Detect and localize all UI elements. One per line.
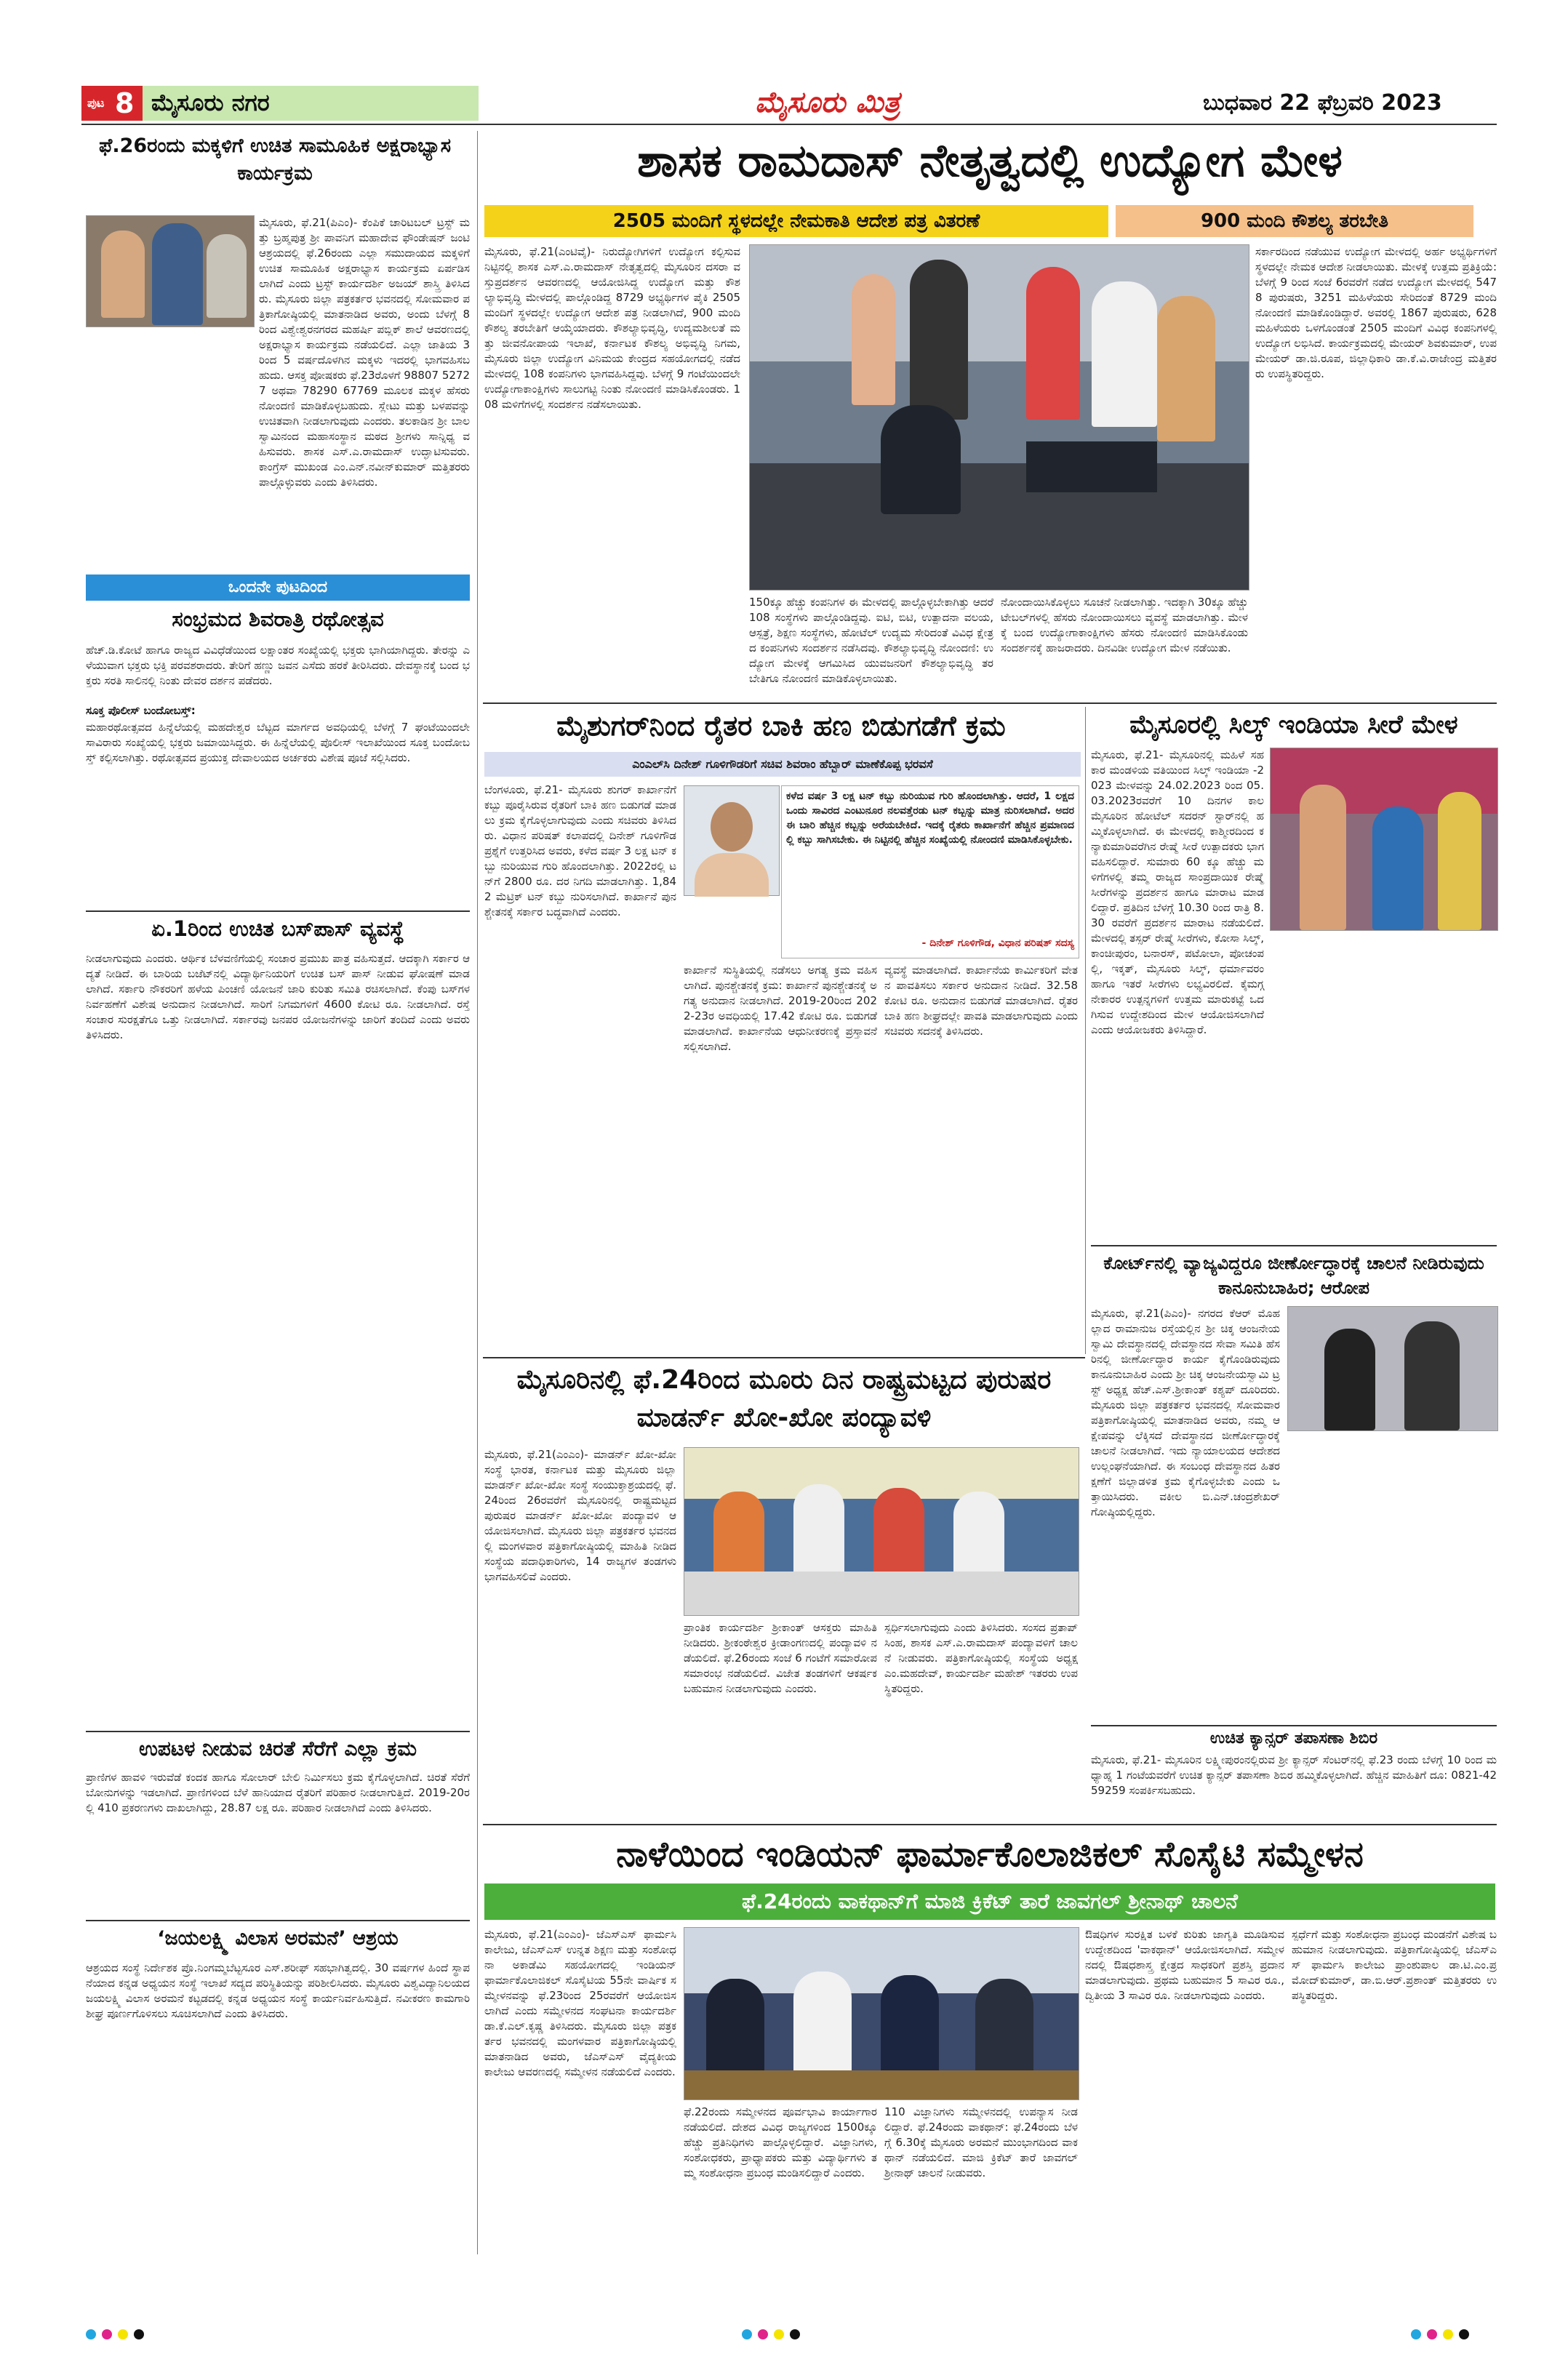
left4-body: ಪ್ರಾಣಿಗಳ ಹಾವಳಿ ಇರುವೆಡೆ ಕಂದಕ ಹಾಗೂ ಸೋಲಾರ್ ಬೇಲಿ ನಿರ್ಮಿಸಲು ಕ್ರಮ ಕೈಗೊಳ್ಳಲಾಗಿದೆ. ಚಿರತೆ ಸೆರೆಗೆ ಬೋನುಗಳನ್ನು ಇಡಲಾಗಿದೆ. ಪ್ರಾಣಿಗಳಿಂದ ಬೆಳೆ ಹಾನಿಯಾದ ರೈತರಿಗೆ ಪರಿಹಾರ ನೀಡಲಾಗುತ್ತಿದೆ. 2019-20ರಲ್ಲಿ 410 ಪ್ರಕರಣಗಳು ದಾಖಲಾಗಿದ್ದು, 28.87 ಲಕ್ಷ ರೂ. ಪರಿಹಾರ ನೀಡಲಾಗಿದೆ ಎಂದು ತಿಳಿಸಿದರು. <box>86 1771 470 1814</box>
left5-headline: ‘ಜಯಲಕ್ಷ್ಮಿ ವಿಲಾಸ ಅರಮನೆ’ ಆಶ್ರಯ <box>157 1927 399 1950</box>
left3-headline: ಏ.1ರಿಂದ ಉಚಿತ ಬಸ್‌ಪಾಸ್ ವ್ಯವಸ್ಥೆ <box>151 916 404 941</box>
pharma-col2: ಫೆ.22ರಂದು ಸಮ್ಮೇಳನದ ಪೂರ್ವಭಾವಿ ಕಾರ್ಯಾಗಾರ ನಡೆಯಲಿದೆ. ದೇಶದ ವಿವಿಧ ರಾಜ್ಯಗಳಿಂದ 1500ಕ್ಕೂ ಹೆಚ್ಚು ಪ್ರತಿನಿಧಿಗಳು ಪಾಲ್ಗೊಳ್ಳಲಿದ್ದಾರೆ. ವಿಜ್ಞಾನಿಗಳು, ಸಂಶೋಧಕರು, ಪ್ರಾಧ್ಯಾಪಕರು ಮತ್ತು ವಿದ್ಯಾರ್ಥಿಗಳು ತಮ್ಮ ಸಂಶೋಧನಾ ಪ್ರಬಂಧ ಮಂಡಿಸಲಿದ್ದಾರೆ ಎಂದರು. <box>684 2105 877 2179</box>
farmers-headline: ಮೈಶುಗರ್‌ನಿಂದ ರೈತರ ಬಾಕಿ ಹಣ ಬಿಡುಗಡೆಗೆ ಕ್ರಮ <box>556 710 1006 742</box>
silk-headline: ಮೈಸೂರಲ್ಲಿ ಸಿಲ್ಕ್ ಇಂಡಿಯಾ ಸೀರೆ ಮೇಳ <box>1129 710 1458 740</box>
left2-kicker: ಒಂದನೇ ಪುಟದಿಂದ <box>86 575 470 601</box>
left4-headline: ಉಪಟಳ ನೀಡುವ ಚಿರತೆ ಸೆರೆಗೆ ಎಲ್ಲಾ ಕ್ರಮ <box>139 1737 417 1761</box>
left4-rule <box>86 1731 470 1732</box>
left2-body: ಹೆಚ್.ಡಿ.ಕೋಟೆ ಹಾಗೂ ರಾಜ್ಯದ ವಿವಿಧೆಡೆಯಿಂದ ಲಕ್ಷಾಂತರ ಸಂಖ್ಯೆಯಲ್ಲಿ ಭಕ್ತರು ಭಾಗಿಯಾಗಿದ್ದರು. ತೇರನ್ನು ಎಳೆಯುವಾಗ ಭಕ್ತರು ಭಕ್ತಿ ಪರವಶರಾದರು. ತೇರಿಗೆ ಹಣ್ಣು ಜವನ ಎಸೆದು ಹರಕೆ ತೀರಿಸಿದರು. ದೇವಸ್ಥಾನಕ್ಕೆ ಬಂದ ಭಕ್ತರು ಸರತಿ ಸಾಲಿನಲ್ಲಿ ನಿಂತು ದೇವರ ದರ್ಶನ ಪಡೆದರು. <box>86 644 470 687</box>
pharma-col3: 110 ವಿಜ್ಞಾನಿಗಳು ಸಮ್ಮೇಳನದಲ್ಲಿ ಉಪನ್ಯಾಸ ನೀಡಲಿದ್ದಾರೆ. ಫೆ.24ರಂದು ವಾಕಥಾನ್: ಫೆ.24ರಂದು ಬೆಳಗ್ಗೆ 6.30ಕ್ಕೆ ಮೈಸೂರು ಅರಮನೆ ಮುಂಭಾಗದಿಂದ ವಾಕಥಾನ್ ನಡೆಯಲಿದೆ. ಮಾಜಿ ಕ್ರಿಕೆಟ್ ತಾರೆ ಜಾವಗಲ್ ಶ್ರೀನಾಥ್ ಚಾಲನೆ ನೀಡುವರು. <box>884 2105 1078 2179</box>
pharma-col1: ಮೈಸೂರು, ಫೆ.21(ಎಂಎಂ)- ಜೆಎಸ್‌ಎಸ್ ಫಾರ್ಮಸಿ ಕಾಲೇಜು, ಜೆಎಸ್‌ಎಸ್ ಉನ್ನತ ಶಿಕ್ಷಣ ಮತ್ತು ಸಂಶೋಧನಾ ಅಕಾಡೆಮಿ ಸಹಯೋಗದಲ್ಲಿ ಇಂಡಿಯನ್ ಫಾರ್ಮಾಕೊಲಾಜಿಕಲ್ ಸೊಸೈಟಿಯ 55ನೇ ವಾರ್ಷಿಕ ಸಮ್ಮೇಳನವನ್ನು ಫೆ.23ರಿಂದ 25ರವರೆಗೆ ಆಯೋಜಿಸಲಾಗಿದೆ ಎಂದು ಸಮ್ಮೇಳನದ ಸಂಘಟನಾ ಕಾರ್ಯದರ್ಶಿ ಡಾ.ಕೆ.ಎಲ್.ಕೃಷ್ಣ ತಿಳಿಸಿದರು. ಮೈಸೂರು ಜಿಲ್ಲಾ ಪತ್ರಕರ್ತರ ಭವನದಲ್ಲಿ ಮಂಗಳವಾರ ಪತ್ರಿಕಾಗೋಷ್ಠಿಯಲ್ಲಿ ಮಾತನಾಡಿದ ಅವರು, ಜೆಎಸ್‌ಎಸ್ ವೈದ್ಯಕೀಯ ಕಾಲೇಜು ಆವರಣದಲ್ಲಿ ಸಮ್ಮೇಳನ ನಡೆಯಲಿದೆ ಎಂದರು. <box>484 1928 676 2078</box>
farmers-col2: ಕಾರ್ಖಾನೆ ಸುಸ್ಥಿತಿಯಲ್ಲಿ ನಡೆಸಲು ಅಗತ್ಯ ಕ್ರಮ ವಹಿಸಲಾಗಿದೆ. ಪುನಶ್ಚೇತನಕ್ಕೆ ಕ್ರಮ: ಕಾರ್ಖಾನೆ ಪುನಶ್ಚೇತನಕ್ಕೆ ಅಗತ್ಯ ಅನುದಾನ ನೀಡಲಾಗಿದೆ. 2019-20ರಿಂದ 2022-23ರ ಅವಧಿಯಲ್ಲಿ 17.42 ಕೋಟಿ ರೂ. ಬಿಡುಗಡೆ ಮಾಡಲಾಗಿದೆ. ಕಾರ್ಖಾನೆಯ ಆಧುನೀಕರಣಕ್ಕೆ ಪ್ರಸ್ತಾವನೆ ಸಲ್ಲಿಸಲಾಗಿದೆ. <box>684 964 877 1053</box>
farmers-col3: ವ್ಯವಸ್ಥೆ ಮಾಡಲಾಗಿದೆ. ಕಾರ್ಖಾನೆಯ ಕಾರ್ಮಿಕರಿಗೆ ವೇತನ ಪಾವತಿಸಲು ಸರ್ಕಾರ ಅನುದಾನ ನೀಡಿದೆ. 32.58 ಕೋಟಿ ರೂ. ಅನುದಾನ ಬಿಡುಗಡೆ ಮಾಡಲಾಗಿದೆ. ರೈತರ ಬಾಕಿ ಹಣ ಶೀಘ್ರದಲ್ಲೇ ಪಾವತಿ ಮಾಡಲಾಗುವುದು ಎಂದು ಸಚಿವರು ಸದನಕ್ಕೆ ತಿಳಿಸಿದರು. <box>884 964 1078 1038</box>
pharma-col5: ಸ್ಪರ್ಧೆಗೆ ಮತ್ತು ಸಂಶೋಧನಾ ಪ್ರಬಂಧ ಮಂಡನೆಗೆ ವಿಶೇಷ ಬಹುಮಾನ ನೀಡಲಾಗುವುದು. ಪತ್ರಿಕಾಗೋಷ್ಠಿಯಲ್ಲಿ ಜೆಎಸ್‌ಎಸ್ ಫಾರ್ಮಸಿ ಕಾಲೇಜು ಪ್ರಾಂಶುಪಾಲ ಡಾ.ಟಿ.ಎಂ.ಪ್ರಮೋದ್‌ಕುಮಾರ್, ಡಾ.ಬಿ.ಆರ್.ಪ್ರಶಾಂತ್ ಮತ್ತಿತರರು ಉಪಸ್ಥಿತರಿದ್ದರು. <box>1292 1928 1497 2002</box>
left1-body-cont <box>86 329 470 569</box>
issue-date: ಬುಧವಾರ 22 ಫೆಬ್ರವರಿ 2023 <box>1203 90 1442 116</box>
left1-body: ಮೈಸೂರು, ಫೆ.21(ಪಿಎಂ)- ಕೆಂಪಿಕೆ ಚಾರಿಟಬಲ್ ಟ್ರಸ್ಟ್ ಮತ್ತು ಬ್ರಹ್ಮಪುತ್ರ ಶ್ರೀ ಪಾವನಿಗ ಮಹಾದೇವ ಫೌಂಡೇಷನ್ ಜಂಟಿ ಆಶ್ರಯದಲ್ಲಿ ಫೆ.26ರಂದು ಎಲ್ಲಾ ಸಮುದಾಯದ ಮಕ್ಕಳಿಗೆ ಉಚಿತ ಸಾಮೂಹಿಕ ಅಕ್ಷರಾಭ್ಯಾಸ ಕಾರ್ಯಕ್ರಮ ಏರ್ಪಡಿಸಲಾಗಿದೆ ಎಂದು ಟ್ರಸ್ಟ್ ಕಾರ್ಯದರ್ಶಿ ಅಜಯ್ ಶಾಸ್ತ್ರಿ ತಿಳಿಸಿದರು. ಮೈಸೂರು ಜಿಲ್ಲಾ ಪತ್ರಕರ್ತರ ಭವನದಲ್ಲಿ ಸೋಮವಾರ ಪತ್ರಿಕಾಗೋಷ್ಠಿಯಲ್ಲಿ ಮಾತನಾಡಿದ ಅವರು, ಅಂದು ಬೆಳಗ್ಗೆ 8ರಿಂದ ವಿಶ್ವೇಶ್ವರನಗರದ ಮಹರ್ಷಿ ಪಬ್ಲಿಕ್ ಶಾಲೆ ಆವರಣದಲ್ಲಿ ಅಕ್ಷರಾಭ್ಯಾಸ ಕಾರ್ಯಕ್ರಮ ನಡೆಯಲಿದೆ. ಎಲ್ಲಾ ಜಾತಿಯ 3ರಿಂದ 5 ವರ್ಷದೊಳಗಿನ ಮಕ್ಕಳು ಇದರಲ್ಲಿ ಭಾಗವಹಿಸಬಹುದು. ಆಸಕ್ತ ಪೋಷಕರು ಫೆ.23ರೊಳಗೆ 98807 52727 ಅಥವಾ 78290 67769 ಮೂಲಕ ಮಕ್ಕಳ ಹೆಸರು ನೋಂದಣಿ ಮಾಡಿಕೊಳ್ಳಬಹುದು. ಸ್ಲೇಟು ಮತ್ತು ಬಳಪವನ್ನು ಉಚಿತವಾಗಿ ನೀಡಲಾಗುವುದು ಎಂದರು. ತಲಕಾಡಿನ ಶ್ರೀ ಬಾಲಸ್ವಾಮಿನಂದ ಮಹಾಸಂಸ್ಥಾನ ಮಠದ ಶ್ರೀಗಳು ಸಾನ್ನಿಧ್ಯ ವಹಿಸುವರು. ಶಾಸಕ ಎಸ್.ಎ.ರಾಮದಾಸ್ ಉದ್ಘಾಟಿಸುವರು. ಕಾಂಗ್ರೆಸ್ ಮುಖಂಡ ಎಂ.ಎನ್.ನವೀನ್‌ಕುಮಾರ್ ಮತ್ತಿತರರು ಪಾಲ್ಗೊಳ್ಳುವರು ಎಂದು ತಿಳಿಸಿದರು. <box>259 216 470 489</box>
cancer-headline: ಉಚಿತ ಕ್ಯಾನ್ಸರ್ ತಪಾಸಣಾ ಶಿಬಿರ <box>1209 1729 1378 1748</box>
farmers-quote: ಕಳೆದ ವರ್ಷ 3 ಲಕ್ಷ ಟನ್ ಕಬ್ಬು ನುರಿಯುವ ಗುರಿ ಹೊಂದಲಾಗಿತ್ತು. ಆದರೆ, 1 ಲಕ್ಷದ ಒಂದು ಸಾವಿರದ ಎಂಟುನೂರ ನಲವತ್ತೆರಡು ಟನ್ ಕಬ್ಬನ್ನು ಮಾತ್ರ ನುರಿಸಲಾಗಿದೆ. ಅದರ ಈ ಬಾರಿ ಹೆಚ್ಚಿನ ಕಬ್ಬನ್ನು ಅರೆಯಬೇಕಿದೆ. ಇದಕ್ಕೆ ರೈತರು ಕಾರ್ಖಾನೆಗೆ ಹೆಚ್ಚಿನ ಪ್ರಮಾಣದಲ್ಲಿ ಕಬ್ಬು ಸಾಗಿಸಬೇಕು. ಈ ನಿಟ್ಟಿನಲ್ಲಿ ಹೆಚ್ಚಿನ ಸಂಖ್ಯೆಯಲ್ಲಿ ನೋಂದಣಿ ಮಾಡಿಸಿಕೊಳ್ಳಬೇಕು. <box>786 790 1074 846</box>
farmers-portrait <box>684 785 780 896</box>
page-number-box <box>81 86 143 121</box>
lead-col4: ಸರ್ಕಾರದಿಂದ ನಡೆಯುವ ಉದ್ಯೋಗ ಮೇಳದಲ್ಲಿ ಅರ್ಹ ಅಭ್ಯರ್ಥಿಗಳಿಗೆ ಸ್ಥಳದಲ್ಲೇ ನೇಮಕ ಆದೇಶ ನೀಡಲಾಯಿತು. ಮೇಳಕ್ಕೆ ಉತ್ತಮ ಪ್ರತಿಕ್ರಿಯೆ: ಬೆಳಗ್ಗೆ 9 ರಿಂದ ಸಂಜೆ 6ರವರೆಗೆ ನಡೆದ ಉದ್ಯೋಗ ಮೇಳದಲ್ಲಿ 5478 ಪುರುಷರು, 3251 ಮಹಿಳೆಯರು ಸೇರಿದಂತೆ 8729 ಮಂದಿ ನೋಂದಣಿ ಮಾಡಿಕೊಂಡಿದ್ದಾರೆ. ಅವರಲ್ಲಿ 1867 ಪುರುಷರು, 628 ಮಹಿಳೆಯರು ಒಳಗೊಂಡಂತೆ 2505 ಮಂದಿಗೆ ವಿವಿಧ ಕಂಪನಿಗಳಲ್ಲಿ ಉದ್ಯೋಗ ಲಭಿಸಿದೆ. ಕಾರ್ಯಕ್ರಮದಲ್ಲಿ ಮೇಯರ್ ಶಿವಕುಮಾರ್, ಉಪಮೇಯರ್ ಡಾ.ಜಿ.ರೂಪ, ಜಿಲ್ಲಾಧಿಕಾರಿ ಡಾ.ಕೆ.ವಿ.ರಾಜೇಂದ್ರ ಮತ್ತಿತರರು ಉಪಸ್ಥಿತರಿದ್ದರು. <box>1255 245 1497 380</box>
left3-rule <box>86 910 470 912</box>
pharma-headline: ನಾಳೆಯಿಂದ ಇಂಡಿಯನ್ ಫಾರ್ಮಾಕೊಲಾಜಿಕಲ್ ಸೊಸೈಟಿ ಸಮ್ಮೇಳನ <box>616 1834 1364 1875</box>
court-photo <box>1287 1306 1498 1431</box>
kho-top-rule <box>483 1357 1085 1358</box>
lead-col1: ಮೈಸೂರು, ಫೆ.21(ಎಂಟಿವೈ)- ನಿರುದ್ಯೋಗಿಗಳಿಗೆ ಉದ್ಯೋಗ ಕಲ್ಪಿಸುವ ನಿಟ್ಟಿನಲ್ಲಿ ಶಾಸಕ ಎಸ್.ಎ.ರಾಮದಾಸ್ ನೇತೃತ್ವದಲ್ಲಿ ಮೈಸೂರಿನ ದಸರಾ ವಸ್ತುಪ್ರದರ್ಶನ ಆವರಣದಲ್ಲಿ ಆಯೋಜಿಸಿದ್ದ ಉದ್ಯೋಗ ಮತ್ತು ಕೌಶಲ್ಯಾಭಿವೃದ್ಧಿ ಮೇಳದಲ್ಲಿ ಪಾಲ್ಗೊಂಡಿದ್ದ 8729 ಅಭ್ಯರ್ಥಿಗಳ ಪೈಕಿ 2505 ಮಂದಿಗೆ ಸ್ಥಳದಲ್ಲೇ ಉದ್ಯೋಗ ಆದೇಶ ಪತ್ರ ನೀಡಲಾಗಿದೆ, 900 ಮಂದಿ ಕೌಶಲ್ಯ ತರಬೇತಿಗೆ ಆಯ್ಕೆಯಾದರು. ಕೌಶಲ್ಯಾಭಿವೃದ್ಧಿ, ಉದ್ಯಮಶೀಲತೆ ಮತ್ತು ಜೀವನೋಪಾಯ ಇಲಾಖೆ, ಕರ್ನಾಟಕ ಕೌಶಲ್ಯ ಅಭಿವೃದ್ಧಿ ನಿಗಮ, ಮೈಸೂರು ಜಿಲ್ಲಾ ಉದ್ಯೋಗ ವಿನಿಮಯ ಕೇಂದ್ರದ ಸಹಯೋಗದಲ್ಲಿ ನಡೆದ ಮೇಳದಲ್ಲಿ 108 ಕಂಪನಿಗಳು ಭಾಗವಹಿಸಿದ್ದವು. ಬೆಳಗ್ಗೆ 9 ಗಂಟೆಯಿಂದಲೇ ಉದ್ಯೋಗಾಕಾಂಕ್ಷಿಗಳು ಸಾಲುಗಟ್ಟಿ ನಿಂತು ನೋಂದಣಿ ಮಾಡಿಸಿಕೊಂಡರು. 108 ಮಳಿಗೆಗಳಲ್ಲಿ ಸಂದರ್ಶನ ನಡೆಸಲಾಯಿತು. <box>484 245 740 411</box>
lead-headline: ಶಾಸಕ ರಾಮದಾಸ್ ನೇತೃತ್ವದಲ್ಲಿ ಉದ್ಯೋಗ ಮೇಳ <box>637 134 1343 187</box>
kho-photo <box>684 1447 1079 1616</box>
lead-bottom-rule <box>483 702 1497 704</box>
left2-subhead: ಸೂಕ್ತ ಪೊಲೀಸ್ ಬಂದೋಬಸ್ತ್: <box>86 704 196 717</box>
court-body-cont <box>1287 1437 1497 1721</box>
kho-col1: ಮೈಸೂರು, ಫೆ.21(ಎಂಎಂ)- ಮಾಡರ್ನ್ ಖೋ-ಖೋ ಸಂಸ್ಥೆ ಭಾರತ, ಕರ್ನಾಟಕ ಮತ್ತು ಮೈಸೂರು ಜಿಲ್ಲಾ ಮಾಡರ್ನ್ ಖೋ-ಖೋ ಸಂಸ್ಥೆ ಸಂಯುಕ್ತಾಶ್ರಯದಲ್ಲಿ ಫೆ.24ರಿಂದ 26ರವರೆಗೆ ಮೈಸೂರಿನಲ್ಲಿ ರಾಷ್ಟ್ರಮಟ್ಟದ ಪುರುಷರ ಮಾಡರ್ನ್ ಖೋ-ಖೋ ಪಂದ್ಯಾವಳಿ ಆಯೋಜಿಸಲಾಗಿದೆ. ಮೈಸೂರು ಜಿಲ್ಲಾ ಪತ್ರಕರ್ತರ ಭವನದಲ್ಲಿ ಮಂಗಳವಾರ ಪತ್ರಿಕಾಗೋಷ್ಠಿಯಲ್ಲಿ ಮಾಹಿತಿ ನೀಡಿದ ಸಂಸ್ಥೆಯ ಪದಾಧಿಕಾರಿಗಳು, 14 ರಾಜ್ಯಗಳ ತಂಡಗಳು ಭಾಗವಹಿಸಲಿವೆ ಎಂದರು. <box>484 1448 676 1583</box>
lead-subhead-2: 900 ಮಂದಿ ಕೌಶಲ್ಯ ತರಬೇತಿ <box>1116 205 1473 237</box>
silk-body: ಮೈಸೂರು, ಫೆ.21- ಮೈಸೂರಿನಲ್ಲಿ ಮಹಿಳೆ ಸಹಕಾರ ಮಂಡಳಿಯ ವತಿಯಿಂದ ಸಿಲ್ಕ್ ಇಂಡಿಯಾ -2023 ಮೇಳವನ್ನು 24.02.2023 ರಿಂದ 05.03.2023ರವರೆಗೆ 10 ದಿನಗಳ ಕಾಲ ಮೈಸೂರಿನ ಹೋಟೆಲ್ ಸದರನ್ ಸ್ಟಾರ್‌ನಲ್ಲಿ ಹಮ್ಮಿಕೊಳ್ಳಲಾಗಿದೆ. ಈ ಮೇಳದಲ್ಲಿ ಕಾಶ್ಮೀರದಿಂದ ಕನ್ಯಾಕುಮಾರಿವರೆಗಿನ ರೇಷ್ಮೆ ಸೀರೆ ಉತ್ಪಾದಕರು ಭಾಗವಹಿಸಲಿದ್ದಾರೆ. ಸುಮಾರು 60 ಕ್ಕೂ ಹೆಚ್ಚು ಮಳಿಗೆಗಳಲ್ಲಿ ತಮ್ಮ ರಾಜ್ಯದ ಸಾಂಪ್ರದಾಯಿಕ ರೇಷ್ಮೆ ಸೀರೆಗಳನ್ನು ಪ್ರದರ್ಶನ ಹಾಗೂ ಮಾರಾಟ ಮಾಡಲಿದ್ದಾರೆ. ಪ್ರತಿದಿನ ಬೆಳಗ್ಗೆ 10.30 ರಿಂದ ರಾತ್ರಿ 8.30 ರವರೆಗೆ ಪ್ರದರ್ಶನ ಮಾರಾಟ ನಡೆಯಲಿದೆ. ಮೇಳದಲ್ಲಿ ತಸ್ಸರ್ ರೇಷ್ಮೆ ಸೀರೆಗಳು, ಕೋಸಾ ಸಿಲ್ಕ್, ಕಾಂಚೀಪುರಂ, ಬನಾರಸ್, ಪಟೋಲಾ, ಪೋಚಂಪಲ್ಲಿ, ಇಕ್ಕತ್, ಮೈಸೂರು ಸಿಲ್ಕ್, ಧರ್ಮಾವರಂ ಹಾಗೂ ಇತರೆ ಸೀರೆಗಳು ಲಭ್ಯವಿರಲಿದೆ. ಕೈಮಗ್ಗ ನೇಕಾರರ ಉತ್ಪನ್ನಗಳಿಗೆ ಉತ್ತಮ ಮಾರುಕಟ್ಟೆ ಒದಗಿಸುವ ಉದ್ದೇಶದಿಂದ ಮೇಳ ಆಯೋಜಿಸಲಾಗಿದೆ ಎಂದು ಆಯೋಜಕರು ತಿಳಿಸಿದ್ದಾರೆ. <box>1091 748 1264 1036</box>
pharma-top-rule <box>483 1824 1497 1825</box>
silk-body-full <box>1091 935 1497 1241</box>
paper-name: ಮೈಸೂರು ಮಿತ್ರ <box>755 86 900 119</box>
left5-rule <box>86 1920 470 1921</box>
pharma-subhead: ಫೆ.24ರಂದು ವಾಕಥಾನ್‌ಗೆ ಮಾಜಿ ಕ್ರಿಕೆಟ್ ತಾರೆ ಜಾವಗಲ್ ಶ್ರೀನಾಥ್ ಚಾಲನೆ <box>484 1883 1495 1920</box>
cancer-body: ಮೈಸೂರು, ಫೆ.21- ಮೈಸೂರಿನ ಲಕ್ಷ್ಮೀಪುರಂನಲ್ಲಿರುವ ಶ್ರೀ ಕ್ಯಾನ್ಸರ್ ಸೆಂಟರ್‌ನಲ್ಲಿ ಫೆ.23 ರಂದು ಬೆಳಗ್ಗೆ 10 ರಿಂದ ಮಧ್ಯಾಹ್ನ 1 ಗಂಟೆಯವರೆಗೆ ಉಚಿತ ಕ್ಯಾನ್ಸರ್ ತಪಾಸಣಾ ಶಿಬಿರ ಹಮ್ಮಿಕೊಳ್ಳಲಾಗಿದೆ. ಹೆಚ್ಚಿನ ಮಾಹಿತಿಗೆ ದೂ: 0821-4259259 ಸಂಪರ್ಕಿಸಬಹುದು. <box>1091 1753 1497 1797</box>
cancer-top-rule <box>1091 1725 1497 1726</box>
kho-col3: ಸ್ಪರ್ಧಿಸಲಾಗುವುದು ಎಂದು ತಿಳಿಸಿದರು. ಸಂಸದ ಪ್ರತಾಪ್ ಸಿಂಹ, ಶಾಸಕ ಎಸ್.ಎ.ರಾಮದಾಸ್ ಪಂದ್ಯಾವಳಿಗೆ ಚಾಲನೆ ನೀಡುವರು. ಪತ್ರಿಕಾಗೋಷ್ಠಿಯಲ್ಲಿ ಸಂಸ್ಥೆಯ ಅಧ್ಯಕ್ಷ ಎಂ.ಮಹದೇವ್, ಕಾರ್ಯದರ್ಶಿ ಮಹೇಶ್ ಇತರರು ಉಪಸ್ಥಿತರಿದ್ದರು. <box>884 1621 1078 1695</box>
court-headline: ಕೋರ್ಟ್‌ನಲ್ಲಿ ವ್ಯಾಜ್ಯವಿದ್ದರೂ ಜೀರ್ಣೋದ್ಧಾರಕ್ಕೆ ಚಾಲನೆ ನೀಡಿರುವುದು ಕಾನೂನುಬಾಹಿರ; ಆರೋಪ <box>1103 1253 1484 1298</box>
registration-marks-right <box>1411 2329 1469 2342</box>
left5-body: ಆಶ್ರಯದ ಸಂಸ್ಥೆ ನಿರ್ದೇಶಕ ಪ್ರೊ.ನಿಂಗಮ್ಮಬೆಟ್ಟಸೂರ ಎಸ್.ಶರೀಫ್ ಸಹಭಾಗಿತ್ವದಲ್ಲಿ. 30 ವರ್ಷಗಳ ಹಿಂದೆ ಸ್ಥಾಪನೆಯಾದ ಕನ್ನಡ ಅಧ್ಯಯನ ಸಂಸ್ಥೆ ಇಲಾಖೆ ಸದ್ಯದ ಪರಿಸ್ಥಿತಿಯನ್ನು ಪರಿಶೀಲಿಸಿದರು. ಮೈಸೂರು ವಿಶ್ವವಿದ್ಯಾನಿಲಯದ ಜಯಲಕ್ಷ್ಮಿ ವಿಲಾಸ ಅರಮನೆ ಕಟ್ಟಡದಲ್ಲಿ ಕನ್ನಡ ಅಧ್ಯಯನ ಸಂಸ್ಥೆ ಕಾರ್ಯನಿರ್ವಹಿಸುತ್ತಿದೆ. ನವೀಕರಣ ಕಾಮಗಾರಿ ಶೀಘ್ರ ಪೂರ್ಣಗೊಳಿಸಲು ಸೂಚಿಸಲಾಗಿದೆ ಎಂದು ತಿಳಿಸಿದರು. <box>86 1961 470 2020</box>
farmers-quote-attribution: - ದಿನೇಶ್ ಗೂಳಿಗೌಡ, ವಿಧಾನ ಪರಿಷತ್ ಸದಸ್ಯ <box>921 937 1074 949</box>
pharma-photo <box>684 1927 1079 2100</box>
page-label: ಪುಟ <box>87 96 105 110</box>
left1-headline: ಫೆ.26ರಂದು ಮಕ್ಕಳಿಗೆ ಉಚಿತ ಸಾಮೂಹಿಕ ಅಕ್ಷರಾಭ್ಯಾಸ ಕಾರ್ಯಕ್ರಮ <box>98 135 452 185</box>
kho-headline: ಮೈಸೂರಿನಲ್ಲಿ ಫೆ.24ರಿಂದ ಮೂರು ದಿನ ರಾಷ್ಟ್ರಮಟ್ಟದ ಪುರುಷರ ಮಾಡರ್ನ್ ಖೋ-ಖೋ ಪಂದ್ಯಾವಳಿ <box>516 1365 1052 1433</box>
masthead-rule <box>81 124 1497 125</box>
lead-col2: 150ಕ್ಕೂ ಹೆಚ್ಚು ಕಂಪನಿಗಳ ಈ ಮೇಳದಲ್ಲಿ ಪಾಲ್ಗೊಳ್ಳಬೇಕಾಗಿತ್ತು ಆದರೆ 108 ಸಂಸ್ಥೆಗಳು ಪಾಲ್ಗೊಂಡಿದ್ದವು. ಐಟಿ, ಬಿಟಿ, ಉತ್ಪಾದನಾ ವಲಯ, ಆಸ್ಪತ್ರೆ, ಶಿಕ್ಷಣ ಸಂಸ್ಥೆಗಳು, ಹೋಟೆಲ್ ಉದ್ಯಮ ಸೇರಿದಂತೆ ವಿವಿಧ ಕ್ಷೇತ್ರದ ಕಂಪನಿಗಳು ಸಂದರ್ಶನ ನಡೆಸಿದವು. ಕೌಶಲ್ಯಾಭಿವೃದ್ಧಿ ನೋಂದಣಿ: ಉದ್ಯೋಗ ಮೇಳಕ್ಕೆ ಆಗಮಿಸಿದ ಯುವಜನರಿಗೆ ಕೌಶಲ್ಯಾಭಿವೃದ್ಧಿ ತರಬೇತಿಗೂ ನೋಂದಣಿ ಮಾಡಿಕೊಳ್ಳಲಾಯಿತು. <box>749 596 993 685</box>
left1-photo <box>86 215 255 327</box>
farmers-subhead: ಎಂಎಲ್‌ಸಿ ದಿನೇಶ್ ಗೂಳಿಗೌಡರಿಗೆ ಸಚಿವ ಶಿವರಾಂ ಹೆಬ್ಬಾರ್ ಮಾಣೆಕೊಪ್ಪ ಭರವಸೆ <box>484 752 1081 777</box>
registration-marks-left <box>86 2329 144 2342</box>
registration-marks-center <box>742 2329 800 2342</box>
court-body: ಮೈಸೂರು, ಫೆ.21(ಪಿಎಂ)- ನಗರದ ಕೆಆರ್ ಮೊಹಲ್ಲಾದ ರಾಮಾನುಜ ರಸ್ತೆಯಲ್ಲಿನ ಶ್ರೀ ಚಿಕ್ಕ ಆಂಜನೇಯಸ್ವಾಮಿ ದೇವಸ್ಥಾನದಲ್ಲಿ ದೇವಸ್ಥಾನದ ಸೇವಾ ಸಮಿತಿ ಹೆಸರಿನಲ್ಲಿ ಜೀರ್ಣೋದ್ಧಾರ ಕಾರ್ಯ ಕೈಗೊಂಡಿರುವುದು ಕಾನೂನುಬಾಹಿರ ಎಂದು ಶ್ರೀ ಚಿಕ್ಕ ಆಂಜನೇಯಸ್ವಾಮಿ ಟ್ರಸ್ಟ್ ಅಧ್ಯಕ್ಷ ಹೆಚ್.ಎಸ್.ಶ್ರೀಕಾಂತ್ ಕಶ್ಯಪ್ ದೂರಿದರು. ಮೈಸೂರು ಜಿಲ್ಲಾ ಪತ್ರಕರ್ತರ ಭವನದಲ್ಲಿ ಸೋಮವಾರ ಪತ್ರಿಕಾಗೋಷ್ಠಿಯಲ್ಲಿ ಮಾತನಾಡಿದ ಅವರು, ನಮ್ಮ ಆಕ್ಷೇಪವನ್ನು ಲೆಕ್ಕಿಸದೆ ದೇವಸ್ಥಾನದ ಜೀರ್ಣೋದ್ಧಾರಕ್ಕೆ ಚಾಲನೆ ನೀಡಲಾಗಿದೆ. ಇದು ನ್ಯಾಯಾಲಯದ ಆದೇಶದ ಉಲ್ಲಂಘನೆಯಾಗಿದೆ. ಈ ಸಂಬಂಧ ದೇವಸ್ಥಾನದ ಹಿತರಕ್ಷಣೆಗೆ ಜಿಲ್ಲಾಡಳಿತ ಕ್ರಮ ಕೈಗೊಳ್ಳಬೇಕು ಎಂದು ಒತ್ತಾಯಿಸಿದರು. ವಕೀಲ ಬಿ.ಎನ್.ಚಂದ್ರಶೇಖರ್ ಗೋಷ್ಠಿಯಲ್ಲಿದ್ದರು. <box>1091 1307 1280 1518</box>
kho-col2: ಪ್ರಾಂತಿಕ ಕಾರ್ಯದರ್ಶಿ ಶ್ರೀಕಾಂತ್ ಆಸಕ್ತರು ಮಾಹಿತಿ ನೀಡಿದರು. ಶ್ರೀಕಂಠೇಶ್ವರ ಕ್ರೀಡಾಂಗಣದಲ್ಲಿ ಪಂದ್ಯಾವಳಿ ನಡೆಯಲಿದೆ. ಫೆ.26ರಂದು ಸಂಜೆ 6 ಗಂಟೆಗೆ ಸಮಾರೋಪ ಸಮಾರಂಭ ನಡೆಯಲಿದೆ. ವಿಜೇತ ತಂಡಗಳಿಗೆ ಆಕರ್ಷಕ ಬಹುಮಾನ ನೀಡಲಾಗುವುದು ಎಂದರು. <box>684 1621 877 1695</box>
court-top-rule <box>1091 1245 1497 1246</box>
lead-col3: ನೋಂದಾಯಿಸಿಕೊಳ್ಳಲು ಸೂಚನೆ ನೀಡಲಾಗಿತ್ತು. ಇದಕ್ಕಾಗಿ 30ಕ್ಕೂ ಹೆಚ್ಚು ಟೇಬಲ್‌ಗಳಲ್ಲಿ ಹೆಸರು ನೋಂದಾಯಿಸಲು ವ್ಯವಸ್ಥೆ ಮಾಡಲಾಗಿತ್ತು. ಮೇಳಕ್ಕೆ ಬಂದ ಉದ್ಯೋಗಾಕಾಂಕ್ಷಿಗಳು ಹೆಸರು ನೋಂದಣಿ ಮಾಡಿಸಿಕೊಂಡು ಸಂದರ್ಶನಕ್ಕೆ ಹಾಜರಾದರು. ದಿನವಿಡೀ ಉದ್ಯೋಗ ಮೇಳ ನಡೆಯಿತು. <box>1001 596 1248 654</box>
left2-body2: ಮಹಾರಥೋತ್ಸವದ ಹಿನ್ನೆಲೆಯಲ್ಲಿ ಮಹದೇಶ್ವರ ಬೆಟ್ಟದ ಮಾರ್ಗದ ಅವಧಿಯಲ್ಲಿ ಬೆಳಗ್ಗೆ 7 ಘಂಟೆಯಿಂದಲೇ ಸಾವಿರಾರು ಸಂಖ್ಯೆಯಲ್ಲಿ ಭಕ್ತರು ಜಮಾಯಿಸಿದ್ದರು. ಈ ಹಿನ್ನೆಲೆಯಲ್ಲಿ ಪೊಲೀಸ್ ಇಲಾಖೆಯಿಂದ ಸೂಕ್ತ ಬಂದೋಬಸ್ತ್ ಕಲ್ಪಿಸಲಾಗಿತ್ತು. ರಥೋತ್ಸವದ ಪ್ರಯುಕ್ತ ದೇವಾಲಯದ ಅರ್ಚಕರು ವಿಶೇಷ ಪೂಜೆ ಸಲ್ಲಿಸಿದರು. <box>86 721 470 764</box>
farmers-col1: ಬೆಂಗಳೂರು, ಫೆ.21- ಮೈಸೂರು ಶುಗರ್ ಕಾರ್ಖಾನೆಗೆ ಕಬ್ಬು ಪೂರೈಸಿರುವ ರೈತರಿಗೆ ಬಾಕಿ ಹಣ ಬಿಡುಗಡೆ ಮಾಡಲು ಕ್ರಮ ಕೈಗೊಳ್ಳಲಾಗುವುದು ಎಂದು ಸಚಿವರು ತಿಳಿಸಿದರು. ವಿಧಾನ ಪರಿಷತ್ ಕಲಾಪದಲ್ಲಿ ದಿನೇಶ್ ಗೂಳಿಗೌಡ ಪ್ರಶ್ನೆಗೆ ಉತ್ತರಿಸಿದ ಅವರು, ಕಳೆದ ವರ್ಷ 3 ಲಕ್ಷ ಟನ್ ಕಬ್ಬು ನುರಿಯುವ ಗುರಿ ಹೊಂದಲಾಗಿತ್ತು. 2022ರಲ್ಲಿ ಟನ್‌ಗೆ 2800 ರೂ. ದರ ನಿಗದಿ ಮಾಡಲಾಗಿತ್ತು. 1,842 ಮೆಟ್ರಿಕ್ ಟನ್ ಕಬ್ಬು ನುರಿಸಲಾಗಿದೆ. ಕಾರ್ಖಾನೆ ಪುನಶ್ಚೇತನಕ್ಕೆ ಸರ್ಕಾರ ಬದ್ಧವಾಗಿದೆ ಎಂದರು. <box>484 783 676 918</box>
page-number: 8 <box>115 87 135 119</box>
silk-photo <box>1270 748 1498 931</box>
farmers-right-divider <box>1085 707 1086 1354</box>
lead-subhead-1: 2505 ಮಂದಿಗೆ ಸ್ಥಳದಲ್ಲೇ ನೇಮಕಾತಿ ಆದೇಶ ಪತ್ರ ವಿತರಣೆ <box>484 205 1108 237</box>
pharma-col4: ಔಷಧಿಗಳ ಸುರಕ್ಷಿತ ಬಳಕೆ ಕುರಿತು ಜಾಗೃತಿ ಮೂಡಿಸುವ ಉದ್ದೇಶದಿಂದ 'ವಾಕಥಾನ್' ಆಯೋಜಿಸಲಾಗಿದೆ. ಸಮ್ಮೇಳನದಲ್ಲಿ ಔಷಧಶಾಸ್ತ್ರ ಕ್ಷೇತ್ರದ ಸಾಧಕರಿಗೆ ಪ್ರಶಸ್ತಿ ಪ್ರದಾನ ಮಾಡಲಾಗುವುದು. ಪ್ರಥಮ ಬಹುಮಾನ 5 ಸಾವಿರ ರೂ., ದ್ವಿತೀಯ 3 ಸಾವಿರ ರೂ. ನೀಡಲಾಗುವುದು ಎಂದರು. <box>1085 1928 1284 2002</box>
lead-photo <box>749 244 1249 590</box>
left-column-divider <box>477 131 478 2254</box>
left2-headline: ಸಂಭ್ರಮದ ಶಿವರಾತ್ರಿ ರಥೋತ್ಸವ <box>172 606 384 631</box>
farmers-quote-box <box>781 785 1079 958</box>
left3-body: ನೀಡಲಾಗುವುದು ಎಂದರು. ಆರ್ಥಿಕ ಬೆಳವಣಿಗೆಯಲ್ಲಿ ಸಂಚಾರ ಪ್ರಮುಖ ಪಾತ್ರ ವಹಿಸುತ್ತದೆ. ಆದಕ್ಕಾಗಿ ಸರ್ಕಾರ ಆದ್ಯತೆ ನೀಡಿದೆ. ಈ ಬಾರಿಯ ಬಜೆಟ್‌ನಲ್ಲಿ ವಿದ್ಯಾರ್ಥಿನಿಯರಿಗೆ ಉಚಿತ ಬಸ್ ಪಾಸ್ ನೀಡುವ ಘೋಷಣೆ ಮಾಡಲಾಗಿದೆ. ಸರ್ಕಾರಿ ನೌಕರರಿಗೆ ಹಳೆಯ ಪಿಂಚಣಿ ಯೋಜನೆ ಜಾರಿ ಕುರಿತು ಸಮಿತಿ ರಚಿಸಲಾಗಿದೆ. ಕೆಂಪು ಬಸ್‌ಗಳ ನಿರ್ವಹಣೆಗೆ ವಿಶೇಷ ಅನುದಾನ ನೀಡಲಾಗಿದೆ. ಸಾರಿಗೆ ನಿಗಮಗಳಿಗೆ 4600 ಕೋಟಿ ರೂ. ನೀಡಲಾಗಿದೆ. ರಸ್ತೆ ಸಂಚಾರ ಸುರಕ್ಷತೆಗೂ ಒತ್ತು ನೀಡಲಾಗಿದೆ. ಸರ್ಕಾರವು ಜನಪರ ಯೋಜನೆಗಳನ್ನು ಜಾರಿಗೆ ತಂದಿದೆ ಎಂದು ಅವರು ತಿಳಿಸಿದರು. <box>86 952 470 1041</box>
section-title: ಮೈಸೂರು ನಗರ <box>151 89 270 116</box>
